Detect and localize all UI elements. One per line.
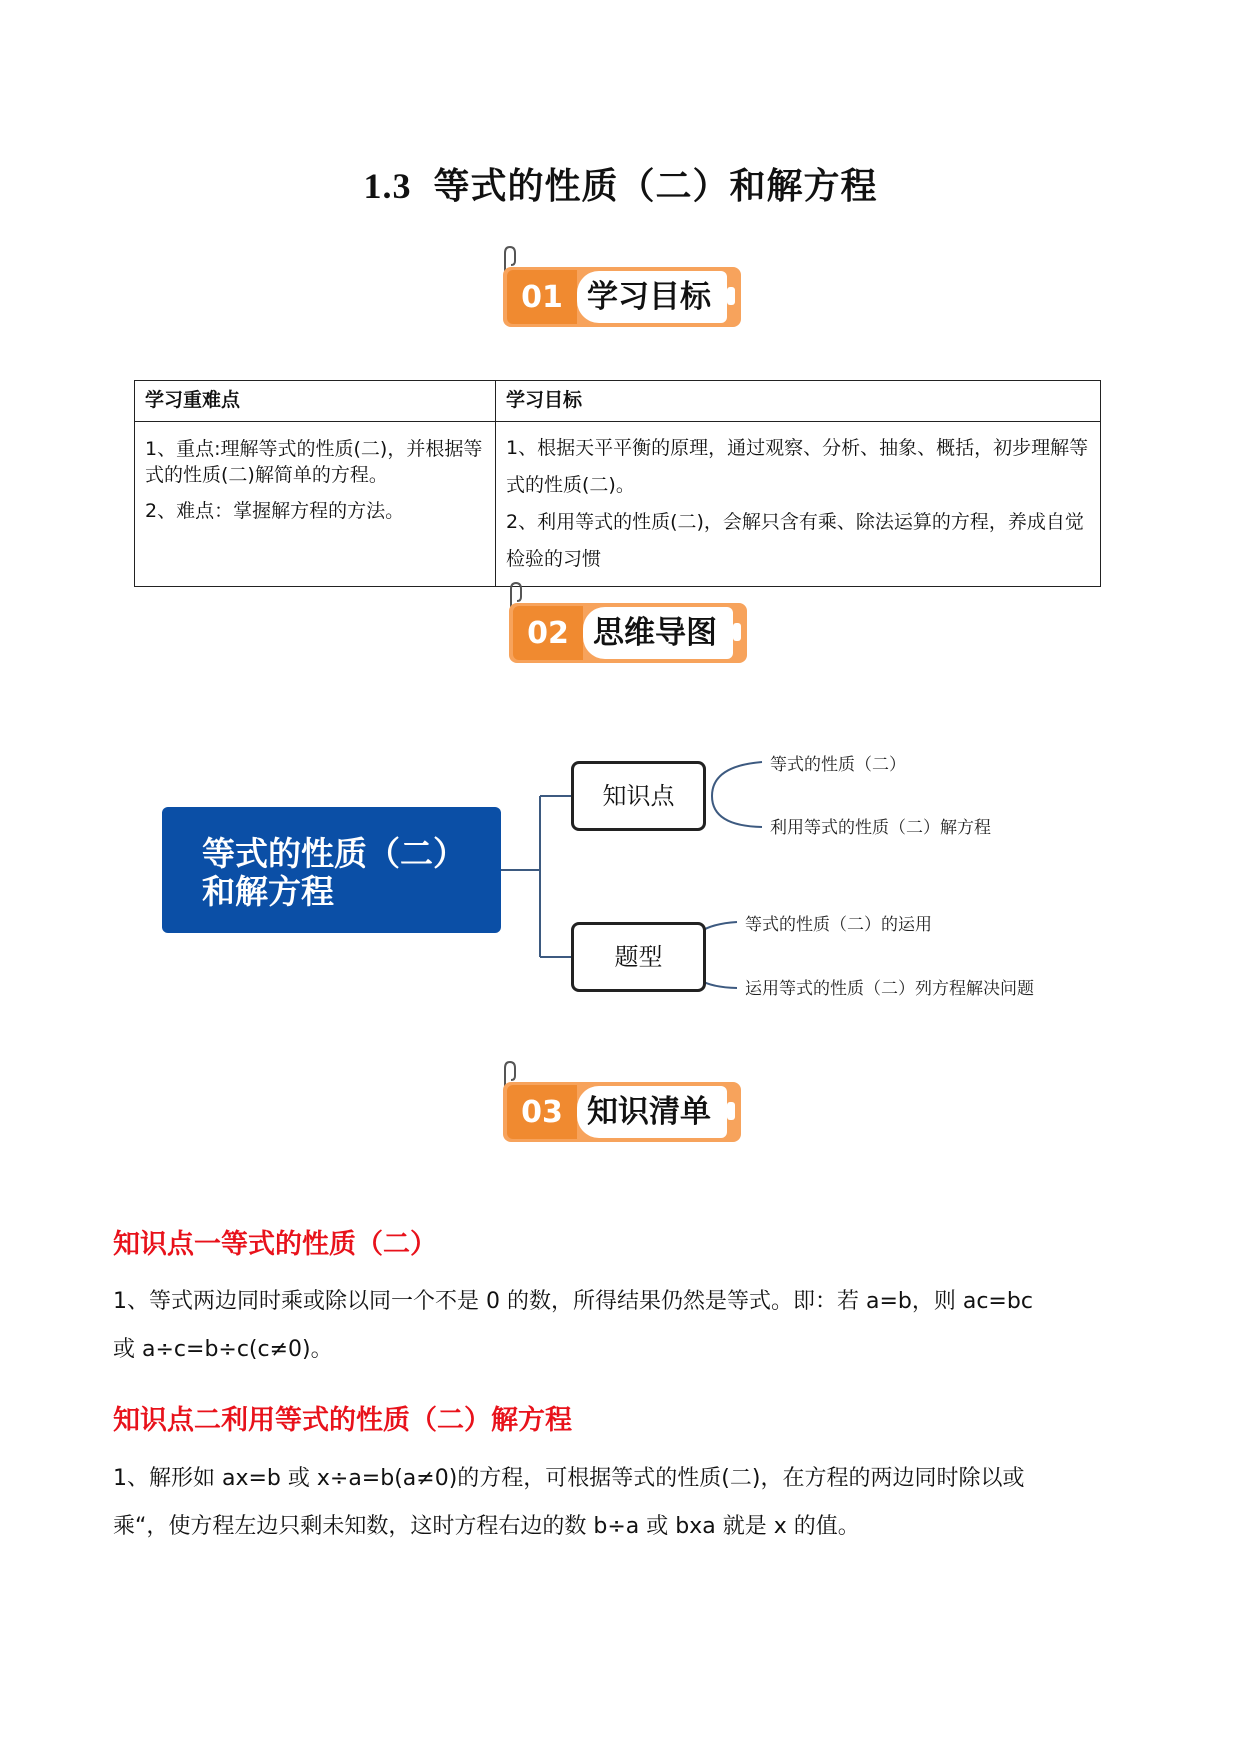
section-badge-mindmap bbox=[509, 585, 749, 667]
paragraph-line: 或 a÷c=b÷c(c≠0)。 bbox=[113, 1337, 333, 1362]
paragraph-line: 1、解形如 ax=b 或 x÷a=b(a≠0)的方程，可根据等式的性质(二)，在方程的两边同时除以或 bbox=[113, 1466, 1025, 1491]
cell-line: 1、根据天平平衡的原理，通过观察、分析、抽象、概括，初步理解等式的性质(二)。 bbox=[506, 437, 1089, 496]
table-header: 学习目标 bbox=[496, 381, 1101, 422]
badge-number: 02 bbox=[513, 606, 583, 660]
badge-nub bbox=[727, 1102, 735, 1120]
cell-line: 2、难点：掌握解方程的方法。 bbox=[145, 500, 405, 522]
section-badge-knowledge-list bbox=[503, 1064, 743, 1146]
goals-table bbox=[134, 380, 1101, 587]
badge-number: 03 bbox=[507, 1085, 577, 1139]
root-line: 等式的性质（二） bbox=[202, 834, 466, 873]
table-cell-key-points bbox=[135, 422, 496, 587]
mind-map-node-question-types: 题型 bbox=[571, 922, 706, 992]
title-text: 等式的性质（二）和解方程 bbox=[433, 165, 878, 207]
badge-label: 知识清单 bbox=[577, 1086, 727, 1138]
table-cell-objectives bbox=[496, 422, 1101, 587]
badge-nub bbox=[733, 623, 741, 641]
knowledge-paragraph-2 bbox=[113, 1455, 1123, 1551]
paragraph-line: 乘“，使方程左边只剩未知数，这时方程右边的数 b÷a 或 bxa 就是 x 的值。 bbox=[113, 1514, 860, 1539]
badge-label: 学习目标 bbox=[577, 271, 727, 323]
knowledge-heading-2: 知识点二利用等式的性质（二）解方程 bbox=[113, 1405, 572, 1436]
mind-map-leaf: 等式的性质（二）的运用 bbox=[745, 915, 932, 935]
mind-map-leaf: 利用等式的性质（二）解方程 bbox=[770, 818, 991, 838]
paragraph-line: 1、等式两边同时乘或除以同一个不是 0 的数，所得结果仍然是等式。即：若 a=b，则 ac=bc bbox=[113, 1289, 1033, 1314]
page-title bbox=[0, 158, 1241, 209]
badge-label: 思维导图 bbox=[583, 607, 733, 659]
section-badge-goals bbox=[503, 249, 743, 331]
mind-map-leaf: 运用等式的性质（二）列方程解决问题 bbox=[745, 979, 1034, 999]
mind-map bbox=[0, 700, 1241, 1020]
mind-map-node-knowledge: 知识点 bbox=[571, 761, 706, 831]
cell-line: 1、重点:理解等式的性质(二)，并根据等式的性质(二)解简单的方程。 bbox=[145, 438, 483, 486]
mind-map-root bbox=[162, 807, 501, 933]
root-line: 和解方程 bbox=[202, 872, 334, 911]
badge-number: 01 bbox=[507, 270, 577, 324]
cell-line: 2、利用等式的性质(二)，会解只含有乘、除法运算的方程，养成自觉检验的习惯 bbox=[506, 511, 1084, 570]
mind-map-leaf: 等式的性质（二） bbox=[770, 755, 906, 775]
badge-nub bbox=[727, 287, 735, 305]
knowledge-heading-1: 知识点一等式的性质（二） bbox=[113, 1229, 437, 1260]
knowledge-paragraph-1 bbox=[113, 1278, 1123, 1374]
title-number: 1.3 bbox=[363, 166, 412, 206]
table-header: 学习重难点 bbox=[135, 381, 496, 422]
